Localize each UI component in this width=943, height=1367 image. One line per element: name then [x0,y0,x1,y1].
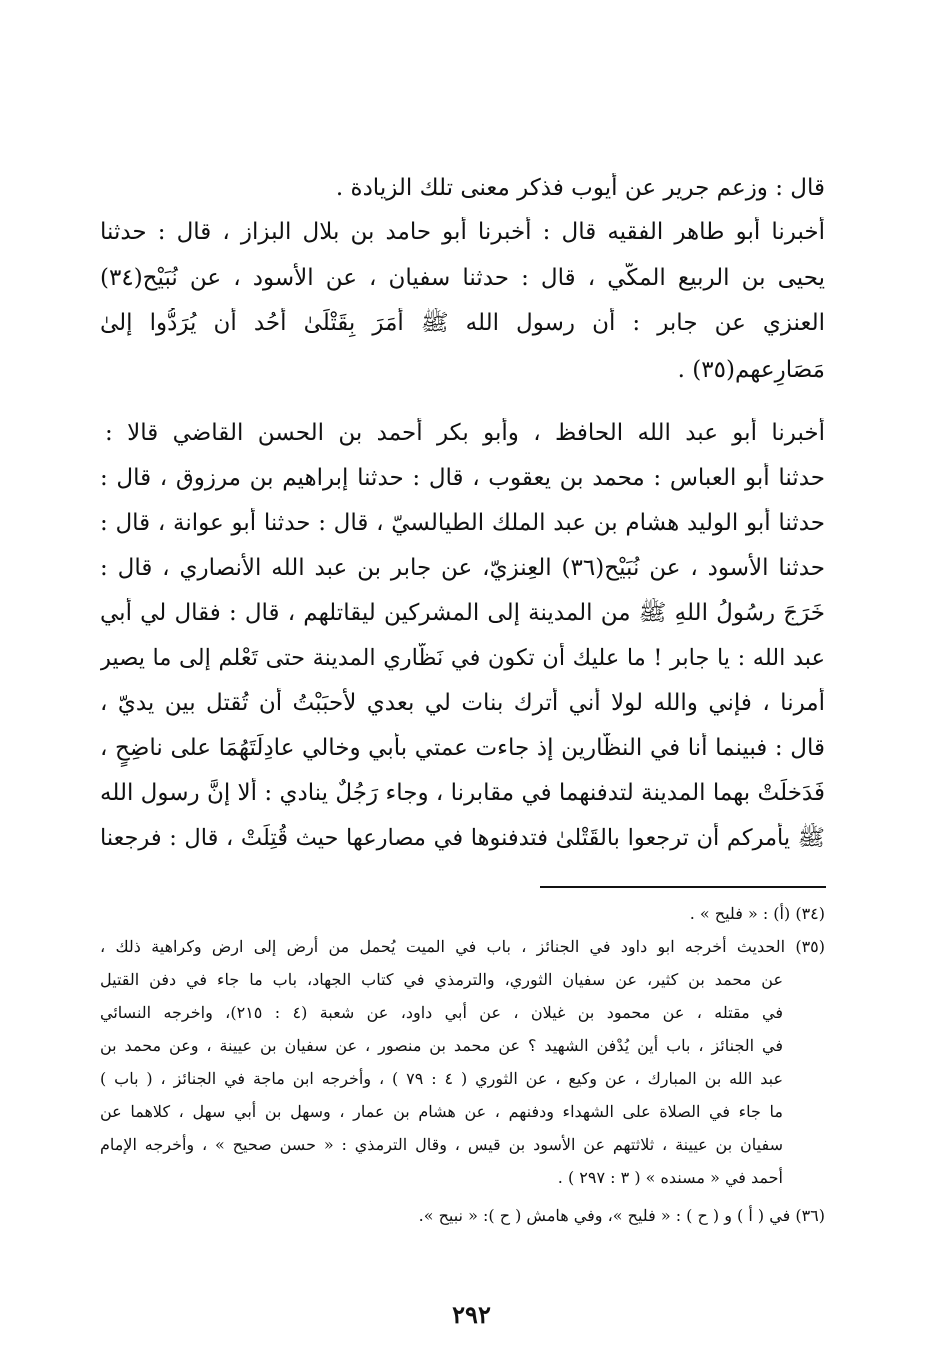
footnote-line: (٣٥) الحديث أخرجه ابو داود في الجنائز ، باب في الميت يُحمل من أرض إلى ارض وكراهية ذلك ، [100,937,825,956]
text-line: يحيى بن الربيع المكّي ، قال : حدثنا سفيان ، عن الأسود ، عن نُبَيْح(٣٤) [100,265,825,291]
text-line: أخبرنا أبو عبد الله الحافظ ، وأبو بكر أحمد بن الحسن القاضي قالا : [105,420,825,446]
page-number: ٢٩٢ [452,1300,491,1329]
text-line: حدثنا أبو العباس : محمد بن يعقوب ، قال : حدثنا إبراهيم بن مرزوق ، قال : [100,465,825,491]
text-line: أخبرنا أبو طاهر الفقيه قال : أخبرنا أبو حامد بن بلال البزاز ، قال : حدثنا [100,219,825,245]
footnote-line: عن محمد بن كثير، عن سفيان الثوري، والترمذي في كتاب الجهاد، باب ما جاء في دفن القتيل [100,970,783,989]
footnote-divider [540,886,826,888]
text-line: خَرَجَ رسُولُ اللهِ ﷺ من المدينة إلى المشركين ليقاتلهم ، قال : فقال لي أبي [100,600,825,626]
text-line: ﷺ يأمركم أن ترجعوا بالقَتْلىٰ فتدفنوها في مصارعها حيث قُتِلَتْ ، قال : فرجعنا [100,825,825,851]
text-line: العنزي عن جابر : أن رسول الله ﷺ أَمَرَ بِقَتْلَىٰ أُحُد أن يُرَدُّوا إلىٰ [100,310,825,336]
footnote-line: ما جاء في الصلاة على الشهداء ودفنهم ، عن هشام بن عمار ، وسهل بن أبي سهل ، كلاهما عن [100,1102,783,1121]
text-line: عبد الله : يا جابر ! ما عليك أن تكون في نَظَّاري المدينة حتى تَعْلم إلى ما يصير [100,645,825,671]
footnote-line: (٣٦) في ( أ ) و ( ح ) : « فليح »، وفي هامش ( ح ): « نبيح ». [418,1206,825,1225]
text-line: حدثنا الأسود ، عن نُبَيْح(٣٦) العِنزيّ، عن جابر بن عبد الله الأنصاري ، قال : [100,555,825,581]
footnote-line: عبد الله بن المبارك ، عن وكيع ، عن الثوري ( ٤ : ٧٩ ) ، وأخرجه ابن ماجة في الجنائز ، ( باب ) [100,1069,783,1088]
text-line: حدثنا أبو الوليد هشام بن عبد الملك الطيالسيّ ، قال : حدثنا أبو عوانة ، قال : [100,510,825,536]
footnote-line: أحمد في « مسنده » ( ٣ : ٢٩٧ ) . [557,1168,783,1187]
text-line: قال : وزعم جرير عن أيوب فذكر معنى تلك الزيادة . [335,175,825,201]
footnote-line: في الجنائز ، باب أين يُدْفن الشهيد ؟ عن محمد بن منصور ، عن سفيان بن عيينة ، وعن محمد بن [100,1036,783,1055]
text-line: فَدَخلَتْ بهما المدينة لتدفنهما في مقابرنا ، وجاء رَجُلٌ ينادي : ألا إنَّ رسول الله [100,780,825,806]
text-line: قال : فبينما أنا في النظّارين إذ جاءت عمتي بأبي وخالي عادِلَتَهُمَا على ناضِحٍ ، [100,735,825,761]
footnote-line: (٣٤) (أ) : « فليح » . [689,904,825,923]
text-line: مَصَارِعهم(٣٥) . [677,357,825,383]
text-line: أمرنا ، فإني والله لولا أني أترك بنات لي بعدي لأحبَبْتُ أن تُقتل بين يديّ ، [100,690,825,716]
footnote-line: سفيان بن عيينة ، ثلاثتهم عن الأسود بن قيس ، وقال الترمذي : « حسن صحيح » ، وأخرجه الإمام [100,1135,783,1154]
footnote-line: في مقتله ، عن محمود بن غيلان ، عن أبي داود، عن شعبة (٤ : ٢١٥)، واخرجه النسائي [100,1003,783,1022]
